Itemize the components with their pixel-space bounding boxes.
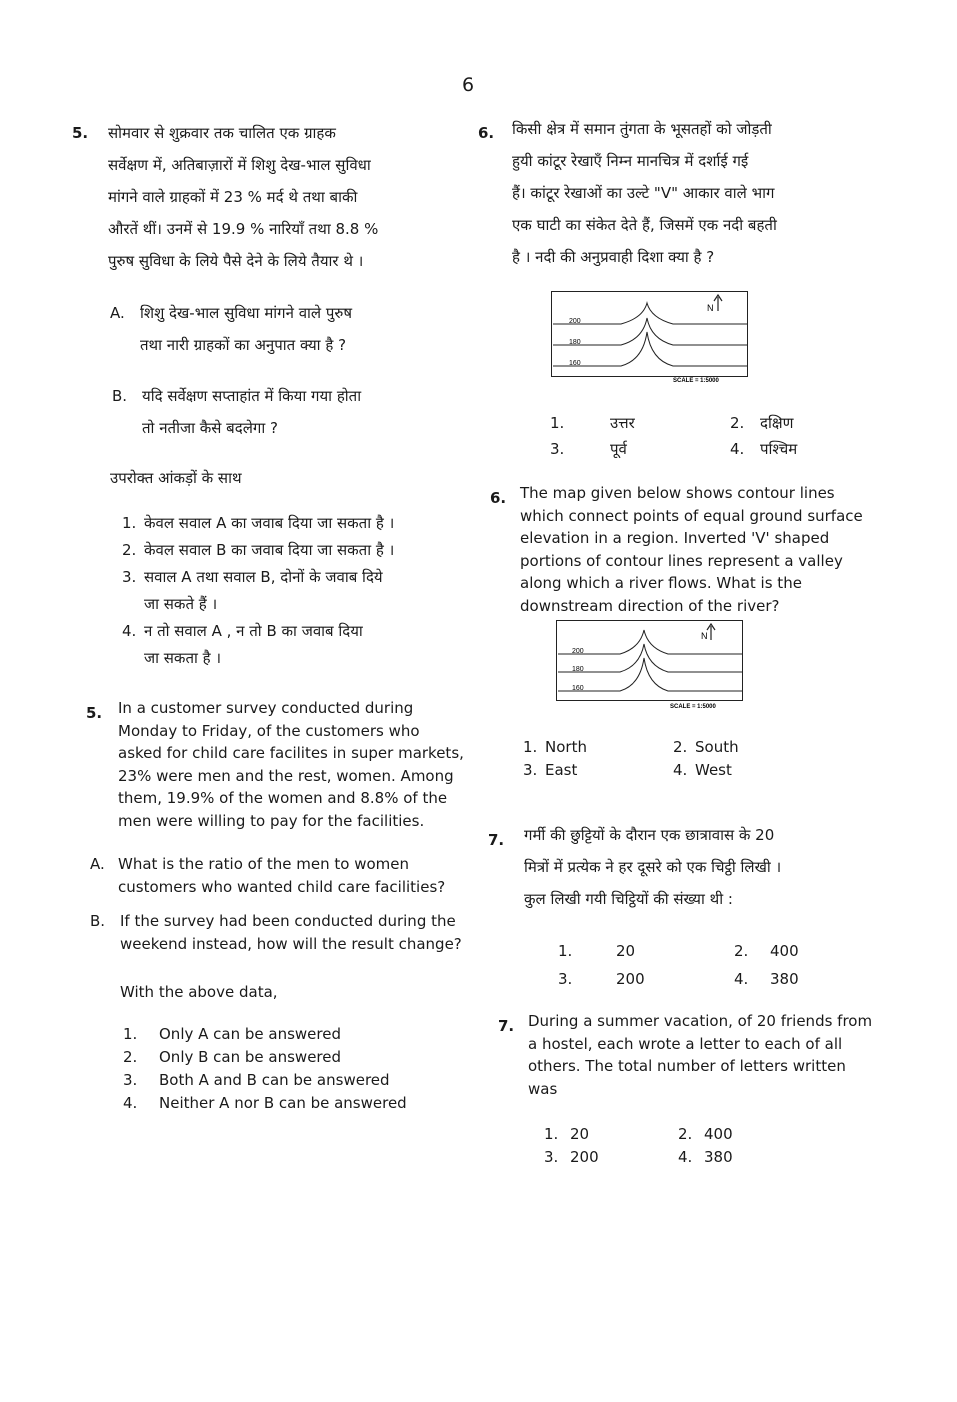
stem-line: The map given below shows contour lines [520,484,835,502]
option-text: 200 [616,970,645,988]
option-text: पूर्व [610,440,627,458]
question-number: 5. [86,704,103,722]
stem-line: along which a river flows. What is the [520,574,802,592]
stem-line: हुयी कांटूर रेखाएँ निम्न मानचित्र में दर्शाई गई [512,152,749,170]
contour-label: 180 [572,666,584,673]
stem-line: हैं। कांटूर रेखाओं का उल्टे "V" आकार वाले भाग [512,184,775,202]
contour-line [553,318,747,345]
stem-line: पुरुष सुविधा के लिये पैसे देने के लिये तैयार थे । [108,252,364,270]
question-stem [108,117,468,277]
sub-line: शिशु देख-भाल सुविधा मांगने वाले पुरुष [140,304,353,322]
stem-line: a hostel, each wrote a letter to each of all [528,1034,843,1053]
contour-line [553,332,747,366]
option-number: 2. [673,738,688,756]
option-text: Both A and B can be answered [159,1071,390,1089]
stem-line: In a customer survey conducted during [118,699,414,717]
lead-text: With the above data, [120,983,278,1001]
contour-line [558,630,742,654]
option-text: 20 [570,1125,590,1143]
options-grid [550,410,820,462]
sub-question-label: A. [110,304,125,322]
option-row [550,436,820,462]
north-label: N [701,631,708,641]
option-line: सवाल A तथा सवाल B, दोनों के जवाब दिये [144,568,383,586]
option-text: West [695,761,732,779]
option-number: 2. [678,1125,693,1143]
option-number: 3. [558,970,573,988]
option-text [144,564,383,618]
option-text: Only A can be answered [159,1025,341,1043]
sub-line: What is the ratio of the men to women [118,855,410,873]
option-number: 3. [550,440,565,458]
contour-label: 200 [572,648,584,655]
option-text: 400 [704,1125,733,1143]
option-row [544,1123,764,1146]
contour-map [551,291,751,383]
option [122,537,482,564]
stem-line: others. The total number of letters written [528,1057,846,1075]
contour-map [556,620,746,710]
options-list [122,510,482,672]
sub-line: तो नतीजा कैसे बदलेगा ? [142,419,278,437]
sub-question-label: B. [90,912,106,930]
option-number: 3. [523,761,538,779]
option-number: 4. [123,1094,138,1112]
option-number: 4. [673,761,688,779]
option [122,510,482,537]
option-text: पश्चिम [760,440,798,458]
sub-line: यदि सर्वेक्षण सप्ताहांत में किया गया होता [142,387,362,405]
map-scale: SCALE = 1:5000 [670,704,716,710]
option-row [523,759,783,782]
option-number: 1. [523,738,538,756]
sub-question-label: A. [90,855,105,873]
option-row [558,965,818,993]
option-line: न तो सवाल A , न तो B का जवाब दिया [144,622,363,640]
stem-line: downstream direction of the river? [520,596,780,615]
stem-line: was [528,1079,558,1098]
question-number: 7. [498,1017,515,1035]
stem-line: मित्रों में प्रत्येक ने हर दूसरे को एक चिट्ठी लिखी । [524,858,782,876]
stem-line: asked for child care facilites in super markets, [118,744,464,762]
contour-label: 160 [572,685,584,692]
map-border [557,621,743,701]
sub-line: If the survey had been conducted during the [120,912,456,930]
option-row [523,736,783,759]
option-number: 2. [123,1048,138,1066]
option-number: 1. [123,1025,138,1043]
options-list [123,1023,463,1115]
option-line: जा सकते हैं । [144,595,218,613]
option-number: 4. [734,970,749,988]
option-row [558,937,818,965]
option-text: 20 [616,942,636,960]
stem-line: men were willing to pay for the facilities. [118,811,425,830]
option-row [550,410,820,436]
option-text: केवल सवाल A का जवाब दिया जा सकता है । [144,514,395,532]
option [123,1046,463,1069]
option-text: उत्तर [610,414,635,432]
map-scale: SCALE = 1:5000 [673,378,719,383]
sub-line: तथा नारी ग्राहकों का अनुपात क्या है ? [140,336,347,354]
page-number: 6 [462,74,475,96]
stem-line: कुल लिखी गयी चिट्ठियों की संख्या थी : [524,890,733,908]
stem-line: मांगने वाले ग्राहकों में 23 % मर्द थे तथा बाकी [108,188,358,206]
stem-line: 23% were men and the rest, women. Among [118,766,454,785]
stem-line: Monday to Friday, of the customers who [118,721,420,740]
option-text: 200 [570,1148,599,1166]
option [122,618,482,672]
contour-line [558,658,742,691]
stem-line: औरतें थीं। उनमें से 19.9 % नारियाँ तथा 8.8 % [108,220,379,238]
option-number: 2. [734,942,749,960]
stem-line: किसी क्षेत्र में समान तुंगता के भूसतहों को जोड़ती [512,120,772,138]
option [123,1023,463,1046]
question-stem [512,113,864,273]
stem-line: During a summer vacation, of 20 friends from [528,1012,873,1030]
option-text: केवल सवाल B का जवाब दिया जा सकता है । [144,541,395,559]
option-number: 1. [544,1125,559,1143]
sub-line: customers who wanted child care facilities? [118,877,446,896]
stem-line: है । नदी की अनुप्रवाही दिशा क्या है ? [512,248,715,266]
option-line: जा सकता है । [144,649,222,667]
sub-question-b [142,380,472,444]
option-number: 2. [730,414,745,432]
stem-line: portions of contour lines represent a valley [520,551,843,570]
option-number: 4. [730,440,745,458]
stem-line: them, 19.9% of the women and 8.8% of the [118,789,448,807]
option [122,564,482,618]
option [123,1092,463,1115]
option-text: North [545,738,587,756]
options-grid [523,736,783,782]
option-text: 400 [770,942,799,960]
stem-line: गर्मी की छुट्टियों के दौरान एक छात्रावास के 20 [524,826,775,844]
sub-line: weekend instead, how will the result change? [120,934,462,953]
north-label: N [707,303,714,313]
option-text: South [695,738,739,756]
contour-label: 180 [569,339,581,346]
option-text: 380 [770,970,799,988]
stem-line: एक घाटी का संकेत देते हैं, जिसमें एक नदी बहती [512,216,777,234]
option-number: 3. [122,568,137,586]
option-number: 3. [123,1071,138,1089]
option-text: दक्षिण [760,414,794,432]
options-grid [544,1123,764,1169]
option-number: 1. [558,942,573,960]
question-stem [524,819,874,915]
sub-question-b [120,910,475,955]
question-stem [520,482,870,617]
option-number: 1. [550,414,565,432]
option [123,1069,463,1092]
option-number: 2. [122,541,137,559]
sub-question-a [140,297,470,361]
lead-text: उपरोक्त आंकड़ों के साथ [110,469,242,487]
option-text: Only B can be answered [159,1048,342,1066]
option-number: 3. [544,1148,559,1166]
contour-label: 200 [569,318,581,325]
contour-label: 160 [569,360,581,367]
sub-question-label: B. [112,387,128,405]
option-row [544,1146,764,1169]
option-number: 1. [122,514,137,532]
option-text: 380 [704,1148,733,1166]
stem-line: सोमवार से शुक्रवार तक चालित एक ग्राहक [108,124,336,142]
question-number: 5. [72,124,89,142]
question-stem [118,697,468,832]
question-number: 7. [488,831,505,849]
question-number: 6. [478,124,495,142]
option-text: East [545,761,578,779]
option-text [144,618,363,672]
stem-line: सर्वेक्षण में, अतिबाज़ारों में शिशु देख-भाल सुविधा [108,156,371,174]
stem-line: elevation in a region. Inverted 'V' shaped [520,529,830,547]
question-stem [528,1010,873,1100]
question-number: 6. [490,489,507,507]
options-grid [558,937,818,993]
option-text: Neither A nor B can be answered [159,1094,407,1112]
stem-line: which connect points of equal ground surface [520,506,863,525]
option-number: 4. [122,622,137,640]
option-number: 4. [678,1148,693,1166]
sub-question-a [118,853,473,898]
contour-line [558,644,742,672]
